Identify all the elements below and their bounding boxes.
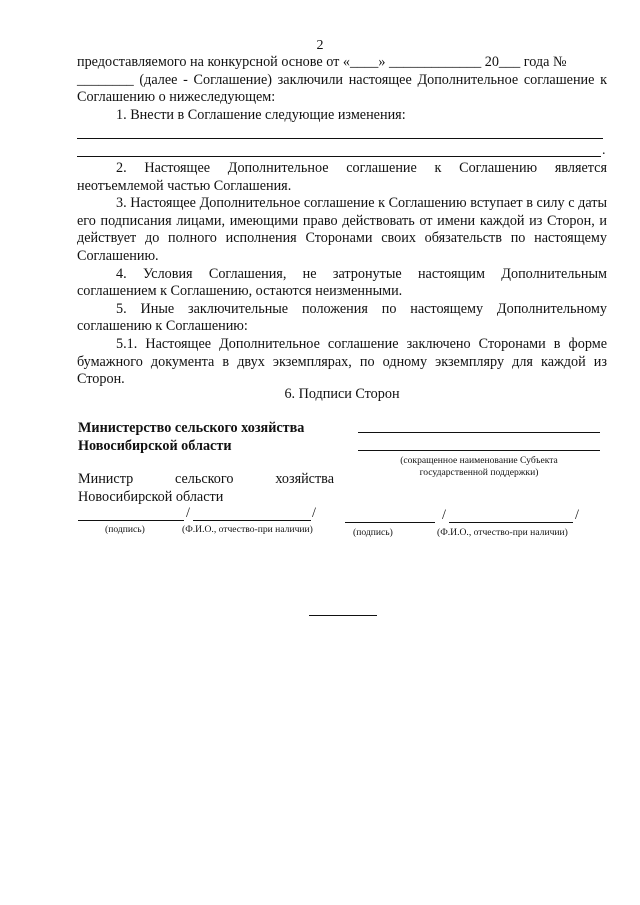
right-org-name-line-1 xyxy=(358,432,600,433)
item-3: 3. Настоящее Дополнительное соглашение к Соглашению вступает в силу с даты его подписания лицами, имеющими право действовать от имени каждой из Сторон, и действует до полного исполнения Сторонами своих обязательств по настоящему Соглашению. xyxy=(77,195,607,264)
right-slash-1: / xyxy=(442,507,446,523)
page-number: 2 xyxy=(316,38,324,53)
fill-line-1 xyxy=(77,138,603,139)
right-org-name-line-2 xyxy=(358,450,600,451)
left-sign-caption: (подпись) xyxy=(105,524,145,535)
left-slash-1: / xyxy=(186,505,190,521)
right-org-caption-line-1: (сокращенное наименование Субъекта xyxy=(400,455,558,466)
right-org-caption-line-2: государственной поддержки) xyxy=(419,467,539,478)
right-sign-caption: (подпись) xyxy=(353,527,393,538)
intro-line-1: предоставляемого на конкурсной основе от «____» _____________ 20___ года № xyxy=(77,54,567,70)
intro-block xyxy=(77,54,607,124)
item-1: 1. Внести в Соглашение следующие изменения: xyxy=(116,106,406,123)
left-signature-line xyxy=(78,520,184,521)
right-org-caption xyxy=(358,455,600,479)
left-slash-2: / xyxy=(312,505,316,521)
right-signature-line xyxy=(345,522,435,523)
left-org-line-1: Министерство сельского хозяйства xyxy=(78,420,305,436)
item-5-1: 5.1. Настоящее Дополнительное соглашение заключено Сторонами в форме бумажного документа в двух экземплярах, по одному экземпляру для каждой из Сторон. xyxy=(77,335,607,388)
signatures-heading: 6. Подписи Сторон xyxy=(284,386,400,402)
right-slash-2: / xyxy=(575,507,579,523)
right-name-caption: (Ф.И.О., отчество-при наличии) xyxy=(437,527,568,538)
intro-paragraph-rest: ________ (далее - Соглашение) заключили настоящее Дополнительное соглашение к Соглашению о нижеследующем: xyxy=(77,71,607,106)
left-name-line xyxy=(193,520,311,521)
left-name-caption: (Ф.И.О., отчество-при наличии) xyxy=(182,524,313,535)
item-4: 4. Условия Соглашения, не затронутые настоящим Дополнительным соглашением к Соглашению, остаются неизменными. xyxy=(77,265,607,300)
fill-line-2 xyxy=(77,156,601,157)
left-org-line-2: Новосибирской области xyxy=(78,438,232,454)
item-2: 2. Настоящее Дополнительное соглашение к Соглашению является неотъемлемой частью Соглашения. xyxy=(77,160,607,194)
right-name-line xyxy=(449,522,573,523)
left-position-line-2: Новосибирской области xyxy=(78,489,224,505)
end-of-document-rule xyxy=(309,615,377,616)
item-5: 5. Иные заключительные положения по настоящему Дополнительному соглашению к Соглашению: xyxy=(77,300,607,335)
left-position-line-1: Министр сельского хозяйства xyxy=(78,471,334,487)
fill-line-end: . xyxy=(602,143,606,158)
items-block xyxy=(77,160,607,389)
